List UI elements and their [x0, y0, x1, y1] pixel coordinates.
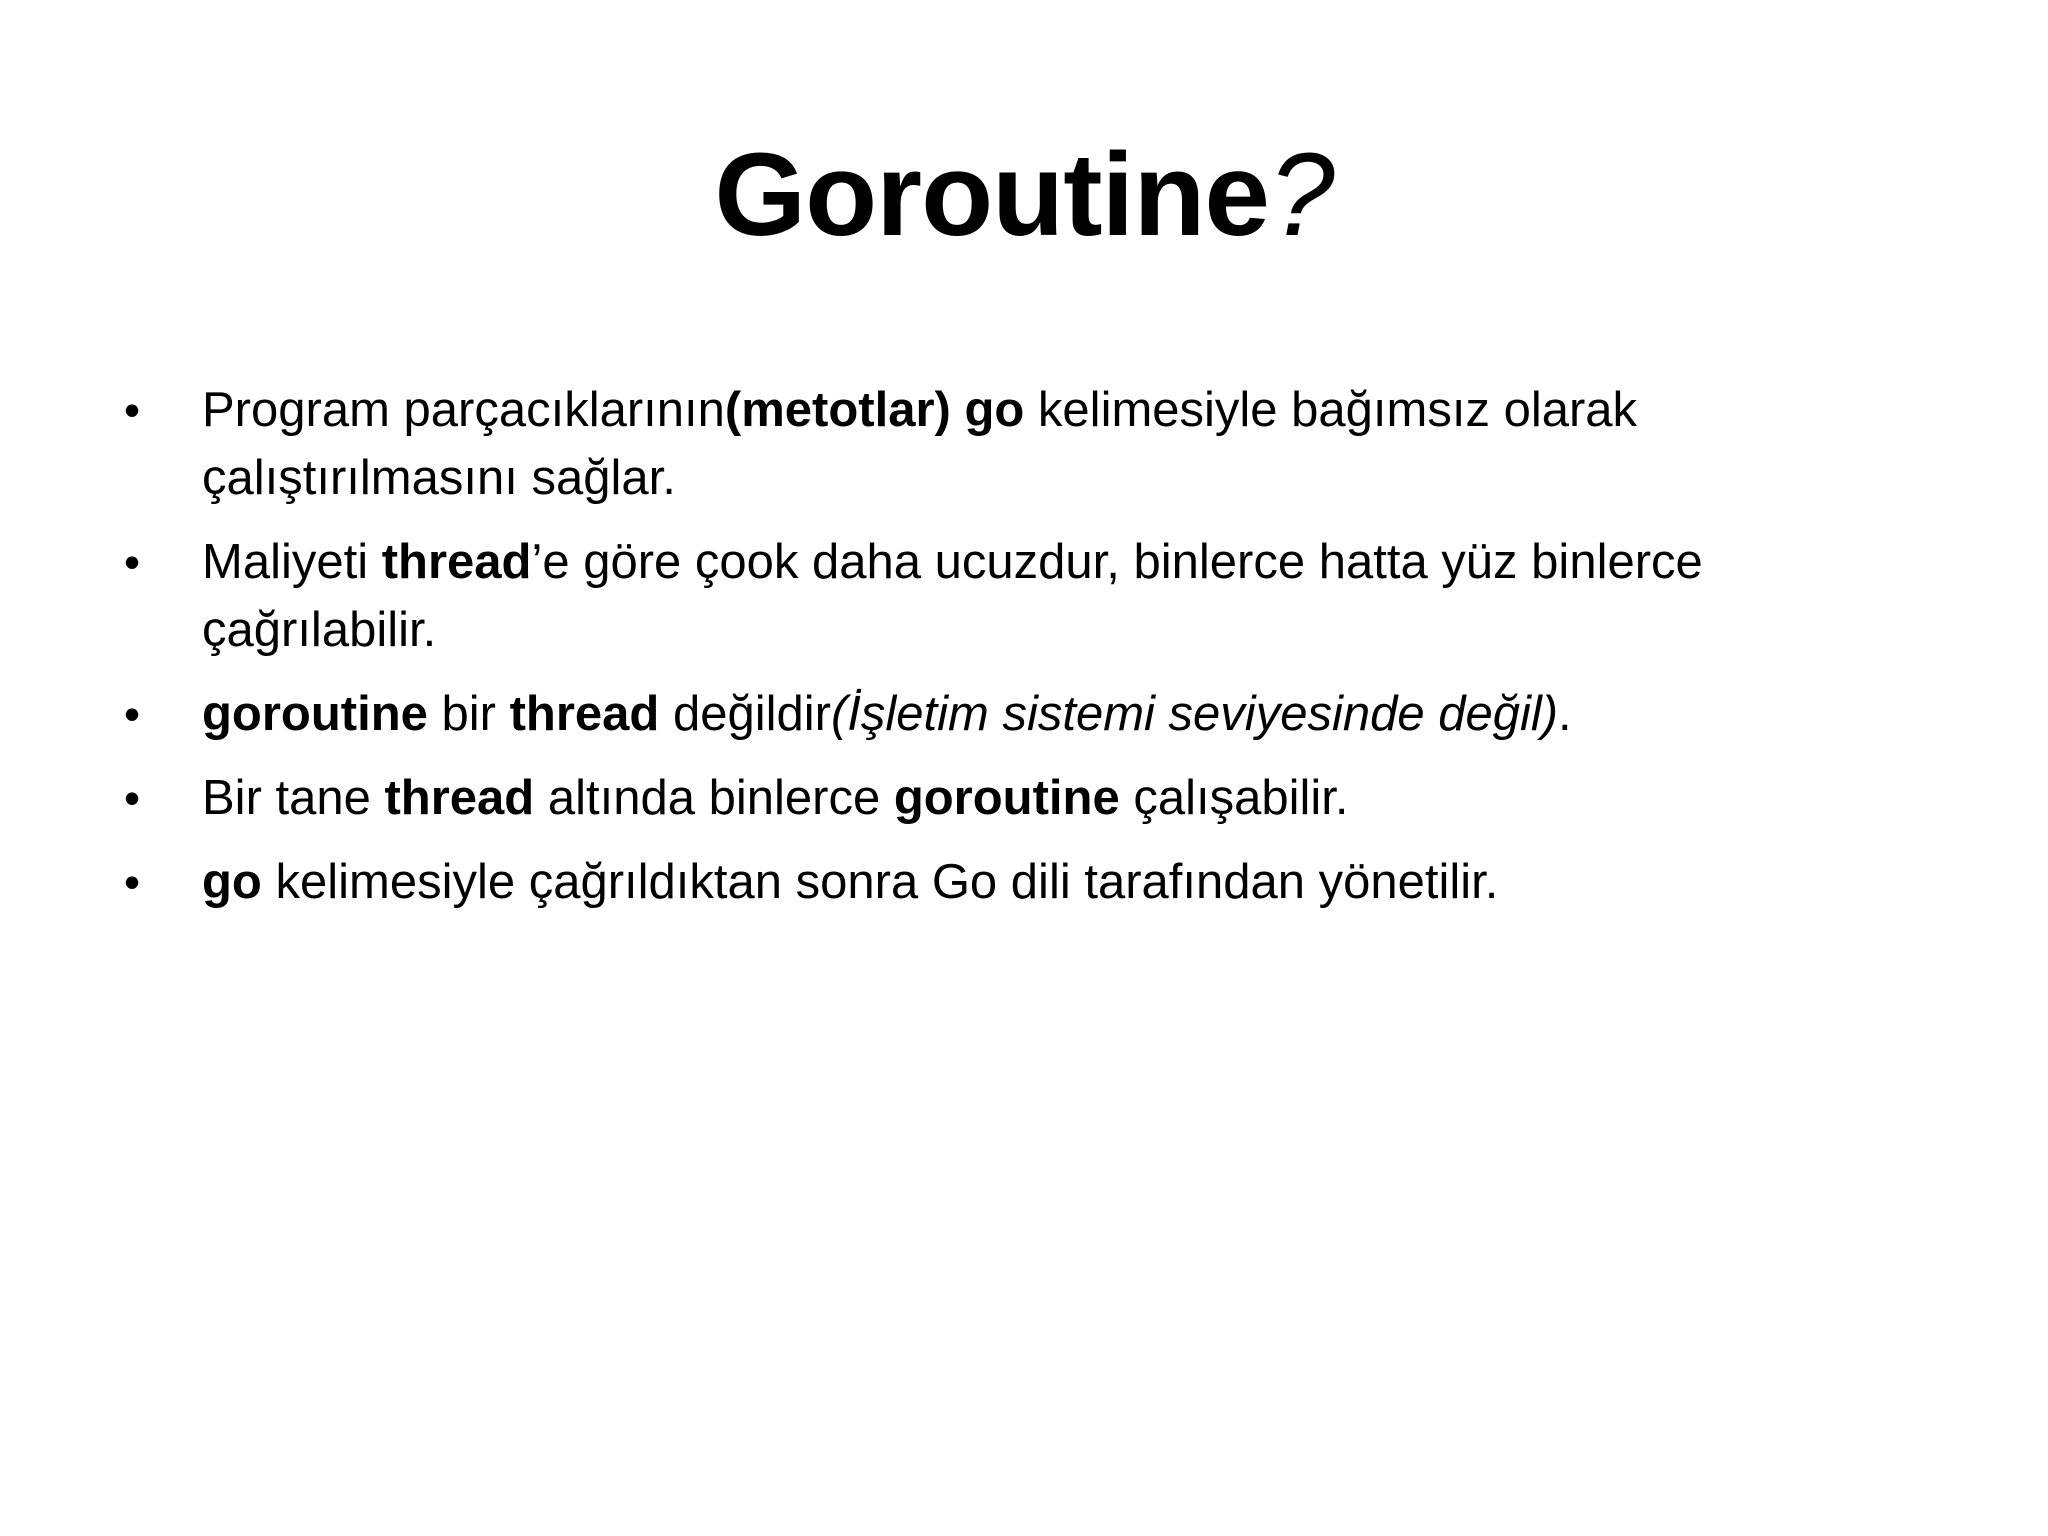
- bullet-item-1: [118, 376, 1938, 512]
- bullet-text: bir: [427, 687, 510, 741]
- bullet-text-bold: thread: [384, 771, 535, 825]
- title-text: Goroutine: [714, 129, 1270, 261]
- bullet-list: [118, 376, 1938, 932]
- slide-title: [0, 120, 2048, 270]
- bullet-text: .: [1558, 687, 1572, 741]
- bullet-dot-icon: •: [124, 772, 141, 824]
- bullet-text-bold: go: [202, 855, 262, 909]
- bullet-text: çalışabilir.: [1119, 771, 1349, 825]
- bullet-text: kelimesiyle bağımsız olarak çalıştırılmasını sağlar.: [202, 383, 1638, 505]
- bullet-item-5: [118, 848, 1938, 916]
- bullet-text: Maliyeti: [202, 535, 382, 589]
- bullet-text-bold: (metotlar) go: [724, 383, 1025, 437]
- bullet-text-bold: goroutine: [202, 687, 428, 741]
- bullet-text: Program parçacıklarının: [202, 383, 725, 437]
- bullet-text-bold: thread: [381, 535, 532, 589]
- bullet-text-italic: (İşletim sistemi seviyesinde değil): [830, 687, 1559, 741]
- bullet-text: kelimesiyle çağrıldıktan sonra Go dili tarafından yönetilir.: [261, 855, 1499, 909]
- bullet-text-bold: goroutine: [893, 771, 1120, 825]
- bullet-dot-icon: •: [124, 536, 141, 588]
- bullet-text: altında binlerce: [534, 771, 894, 825]
- bullet-dot-icon: •: [124, 856, 141, 908]
- bullet-item-3: [118, 680, 1938, 748]
- bullet-text: değildir: [659, 687, 831, 741]
- bullet-item-2: [118, 528, 1938, 664]
- bullet-text-bold: thread: [509, 687, 660, 741]
- bullet-dot-icon: •: [124, 384, 141, 436]
- bullet-dot-icon: •: [124, 688, 141, 740]
- bullet-item-4: [118, 764, 1938, 832]
- bullet-text: Bir tane: [202, 771, 385, 825]
- title-question-mark: ?: [1269, 129, 1334, 261]
- bullet-text: ’e göre çook daha ucuzdur, binlerce hatta yüz binlerce çağrılabilir.: [202, 535, 1703, 657]
